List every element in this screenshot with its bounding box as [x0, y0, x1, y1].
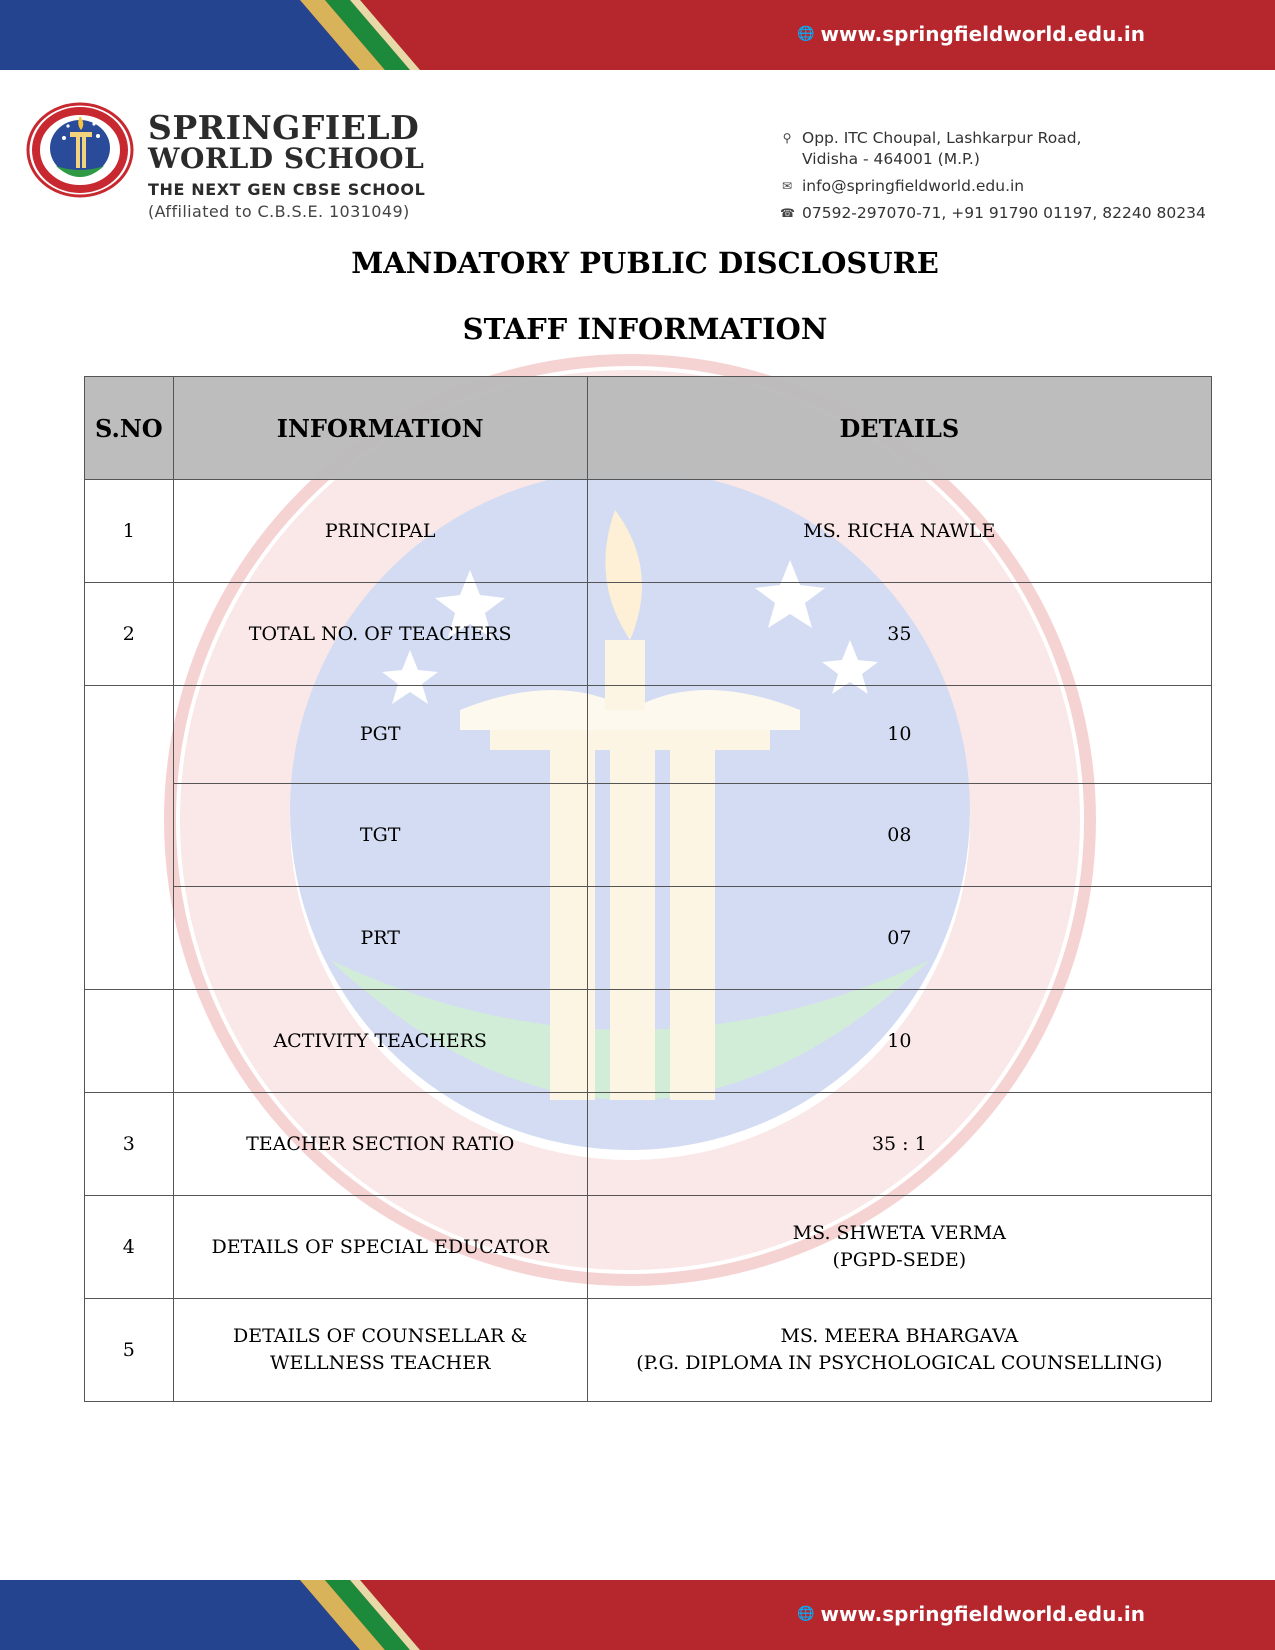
details-line2: (PGPD-SEDE) [832, 1249, 967, 1271]
header-sno: S.NO [85, 377, 174, 480]
website-text: www.springfieldworld.edu.in [820, 1602, 1145, 1626]
table-row [85, 1299, 1212, 1402]
cell-details: MS. RICHA NAWLE [587, 480, 1211, 583]
table-row [85, 1093, 1212, 1196]
cell-sno: 1 [85, 480, 174, 583]
cell-sno-empty [85, 990, 174, 1093]
table-row [85, 583, 1212, 686]
cell-details: 07 [587, 887, 1211, 990]
table-header-row [85, 377, 1212, 480]
header-information: INFORMATION [173, 377, 587, 480]
details-line1: MS. MEERA BHARGAVA [780, 1325, 1019, 1347]
section-title: STAFF INFORMATION [462, 312, 828, 346]
cell-details [587, 1196, 1211, 1299]
website-text: www.springfieldworld.edu.in [820, 22, 1145, 46]
cell-information: PRINCIPAL [173, 480, 587, 583]
cell-sno: 3 [85, 1093, 174, 1196]
table-row [85, 480, 1212, 583]
school-crest-icon [26, 102, 134, 198]
information-line2: WELLNESS TEACHER [269, 1352, 491, 1374]
table-row [85, 784, 1212, 887]
mail-icon: ✉ [781, 179, 793, 193]
details-line1: MS. SHWETA VERMA [792, 1222, 1006, 1244]
affiliation-text: (Affiliated to C.B.S.E. 1031049) [148, 202, 410, 221]
email-row [780, 176, 1206, 197]
website-link[interactable] [797, 1602, 1145, 1626]
cell-information: DETAILS OF SPECIAL EDUCATOR [173, 1196, 587, 1299]
page-title: MANDATORY PUBLIC DISCLOSURE [351, 246, 939, 280]
table-row [85, 686, 1212, 784]
information-line1: DETAILS OF COUNSELLAR & [233, 1325, 528, 1347]
table-row [85, 887, 1212, 990]
table-row [85, 990, 1212, 1093]
email-link[interactable]: info@springfieldworld.edu.in [802, 177, 1025, 195]
header-details: DETAILS [587, 377, 1211, 480]
address-line2: Vidisha - 464001 (M.P.) [802, 150, 980, 168]
school-name-line1: SPRINGFIELD [148, 108, 420, 147]
cell-information: PGT [173, 686, 587, 784]
cell-sno-empty [85, 686, 174, 990]
bottom-banner [0, 1580, 1275, 1650]
cell-sno: 4 [85, 1196, 174, 1299]
table-row [85, 1196, 1212, 1299]
cell-details [587, 1299, 1211, 1402]
cell-sno: 2 [85, 583, 174, 686]
website-link[interactable] [797, 22, 1145, 46]
cell-information: ACTIVITY TEACHERS [173, 990, 587, 1093]
address-row [780, 128, 1206, 170]
school-brand [148, 108, 426, 221]
address-line1: Opp. ITC Choupal, Lashkarpur Road, [802, 129, 1082, 147]
cell-details: 08 [587, 784, 1211, 887]
location-pin-icon: ⚲ [782, 131, 792, 145]
cell-details: 10 [587, 990, 1211, 1093]
phone-row [780, 203, 1206, 224]
cell-sno: 5 [85, 1299, 174, 1402]
top-banner [0, 0, 1275, 70]
cell-information: TGT [173, 784, 587, 887]
cell-information: PRT [173, 887, 587, 990]
details-line2: (P.G. DIPLOMA IN PSYCHOLOGICAL COUNSELLING) [636, 1352, 1163, 1374]
school-tagline: THE NEXT GEN CBSE SCHOOL [148, 180, 426, 199]
phone-icon: ☎ [780, 206, 795, 220]
cell-details: 35 [587, 583, 1211, 686]
school-name-line2: WORLD SCHOOL [148, 142, 425, 175]
phone-text: 07592-297070-71, +91 91790 01197, 82240 80234 [802, 204, 1206, 222]
globe-icon: 🌐 [797, 26, 815, 42]
cell-information [173, 1299, 587, 1402]
cell-details: 35 : 1 [587, 1093, 1211, 1196]
cell-information: TEACHER SECTION RATIO [173, 1093, 587, 1196]
globe-icon: 🌐 [797, 1606, 815, 1622]
staff-information-table [84, 376, 1212, 1402]
cell-information: TOTAL NO. OF TEACHERS [173, 583, 587, 686]
cell-details: 10 [587, 686, 1211, 784]
contact-block [780, 128, 1206, 230]
